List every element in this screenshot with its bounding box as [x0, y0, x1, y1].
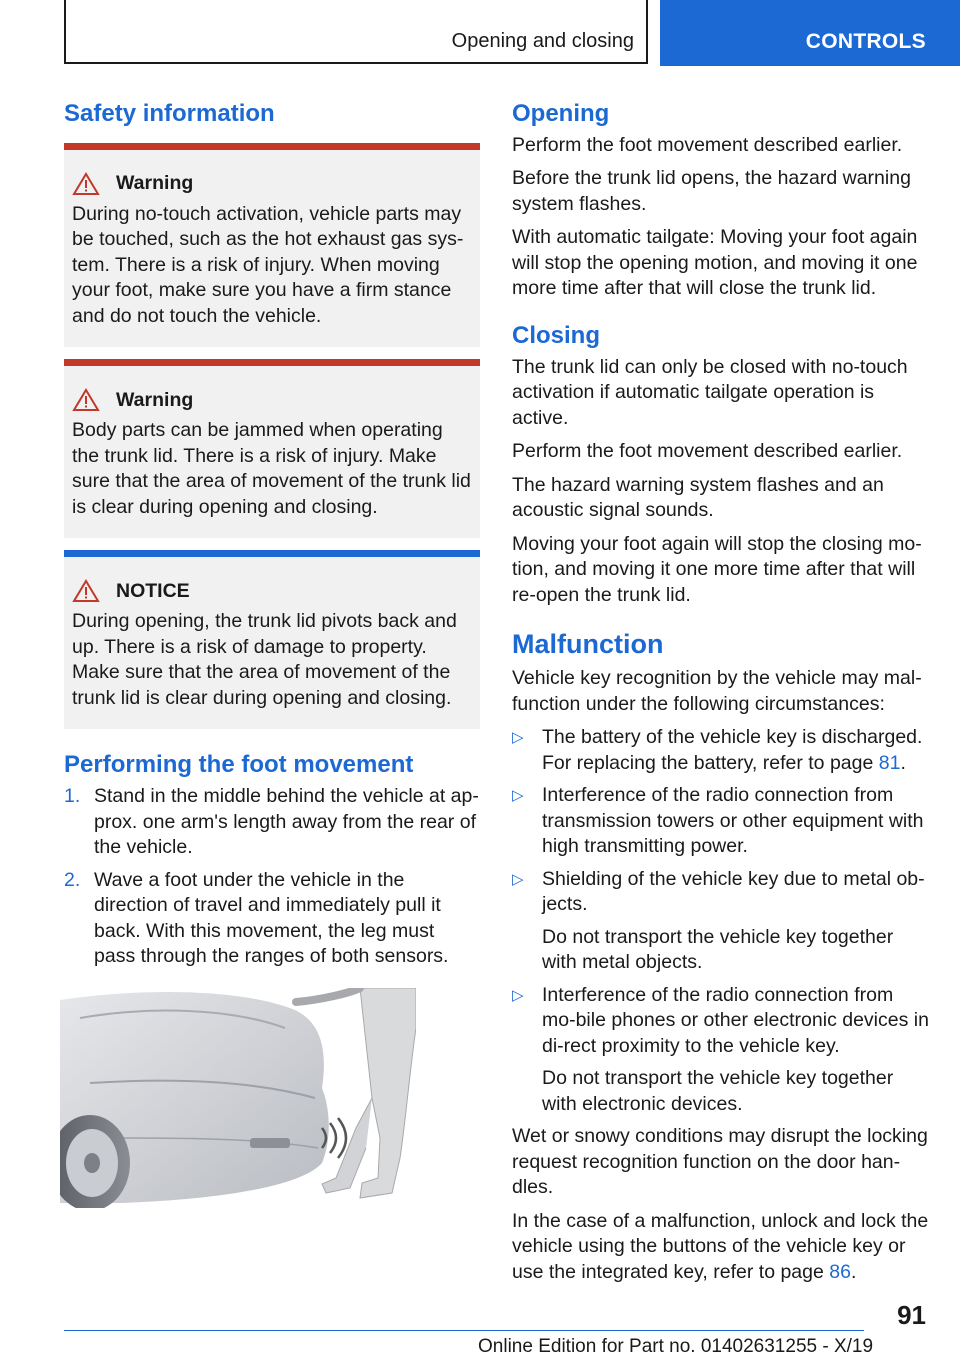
closing-paragraph: The trunk lid can only be closed with no-touch activation if automatic tailgate operation is active.	[512, 355, 908, 429]
step-text: Wave a foot under the vehicle in the direction of travel and immediately pull it back. With this movement, the leg must pass through the ranges of both sensors.	[94, 868, 449, 968]
page-number: 91	[897, 1300, 926, 1330]
warning-text: During no-touch activation, vehicle parts may be touched, such as the hot exhaust gas sys‐tem. There is a risk of injury. When moving your foot, make sure you have a firm stance and do not touch the vehicle.	[72, 202, 464, 327]
bullet-item	[512, 983, 930, 1118]
page-link-81[interactable]: 81	[878, 751, 901, 774]
final-text: In the case of a malfunction, unlock and lock the vehicle using the buttons of the vehicle key or use the integrated key, refer to page	[512, 1209, 929, 1283]
header-section-title: Opening and closing	[451, 30, 634, 52]
bullet-triangle-icon: ▷	[512, 986, 524, 1004]
bullet-triangle-icon: ▷	[512, 729, 524, 747]
malfunction-heading: Malfunction	[512, 629, 664, 660]
footer-edition: Online Edition for Part no. 01402631255 - X/19	[478, 1336, 874, 1357]
warning-label: Warning	[116, 172, 194, 195]
closing-paragraph: The hazard warning system flashes and an acoustic signal sounds.	[512, 473, 884, 522]
warning-text: Body parts can be jammed when operating the trunk lid. There is a risk of injury. Make sure that the area of movement of the trunk lid is clear during opening and closing.	[72, 419, 471, 518]
final-period: .	[850, 1260, 857, 1283]
warning-label: Warning	[116, 388, 194, 411]
page-link-86[interactable]: 86	[829, 1260, 851, 1283]
opening-paragraph: Perform the foot movement described earlier.	[512, 133, 903, 156]
notice-box	[64, 550, 480, 729]
bullet-text: Shielding of the vehicle key due to metal ob‐jects.	[542, 867, 925, 916]
bullet-item	[512, 867, 930, 976]
warning-triangle-icon	[72, 172, 100, 196]
final-paragraph	[512, 1209, 930, 1286]
warning-triangle-icon	[72, 388, 100, 412]
right-column	[512, 100, 930, 1293]
left-column	[64, 100, 480, 977]
notice-text: During opening, the trunk lid pivots back and up. There is a risk of damage to property. Make sure that the area of movement of the trunk lid is clear during opening and closing.	[72, 610, 457, 709]
bullet-text: Interference of the radio connection from mo‐bile phones or other electronic devices in di‐rect proximity to the vehicle key.	[542, 983, 929, 1057]
step-item	[64, 784, 480, 861]
bullet-text: The battery of the vehicle key is discharged. For replacing the battery, refer to page	[542, 726, 923, 774]
closing-paragraph: Moving your foot again will stop the closing mo‐tion, and moving it one more time after that will re-open the trunk lid.	[512, 532, 922, 606]
opening-paragraph: With automatic tailgate: Moving your foot again will stop the opening motion, and moving it one more time after that will close the trunk lid.	[512, 226, 918, 300]
step-number: 2.	[64, 868, 81, 891]
step-number: 1.	[64, 785, 81, 808]
foot-movement-heading: Performing the foot movement	[64, 751, 414, 779]
warning-box-2	[64, 359, 480, 538]
header-chapter-title: CONTROLS	[805, 30, 926, 53]
step-text: Stand in the middle behind the vehicle at ap‐prox. one arm's length away from the rear of the vehicle.	[94, 785, 479, 859]
bullet-text: Interference of the radio connection from transmission towers or other equipment with high transmitting power.	[542, 784, 924, 858]
bullet-triangle-icon: ▷	[512, 870, 524, 888]
notice-label: NOTICE	[116, 579, 190, 602]
bullet-subtext: Do not transport the vehicle key together with electronic devices.	[542, 1067, 894, 1115]
malfunction-intro: Vehicle key recognition by the vehicle may mal‐function under the following circumstances:	[512, 667, 922, 715]
bullet-period: .	[900, 751, 906, 774]
bullet-item	[512, 783, 930, 860]
header-chapter-tab	[660, 0, 960, 66]
wet-conditions-paragraph: Wet or snowy conditions may disrupt the locking request recognition function on the door han‐dles.	[512, 1125, 928, 1199]
notice-triangle-icon	[72, 579, 100, 603]
header-section-box	[64, 0, 648, 64]
footer-divider	[64, 1330, 864, 1331]
warning-box-1	[64, 143, 480, 348]
foot-movement-illustration	[60, 988, 416, 1208]
closing-paragraph: Perform the foot movement described earlier.	[512, 440, 903, 463]
bullet-subtext: Do not transport the vehicle key together with metal objects.	[542, 925, 894, 974]
bullet-triangle-icon: ▷	[512, 787, 524, 805]
opening-paragraph: Before the trunk lid opens, the hazard warning system flashes.	[512, 167, 911, 215]
opening-heading: Opening	[512, 100, 610, 127]
step-item	[64, 868, 480, 970]
safety-information-heading: Safety information	[64, 100, 275, 127]
bullet-item	[512, 725, 930, 776]
closing-heading: Closing	[512, 321, 600, 349]
